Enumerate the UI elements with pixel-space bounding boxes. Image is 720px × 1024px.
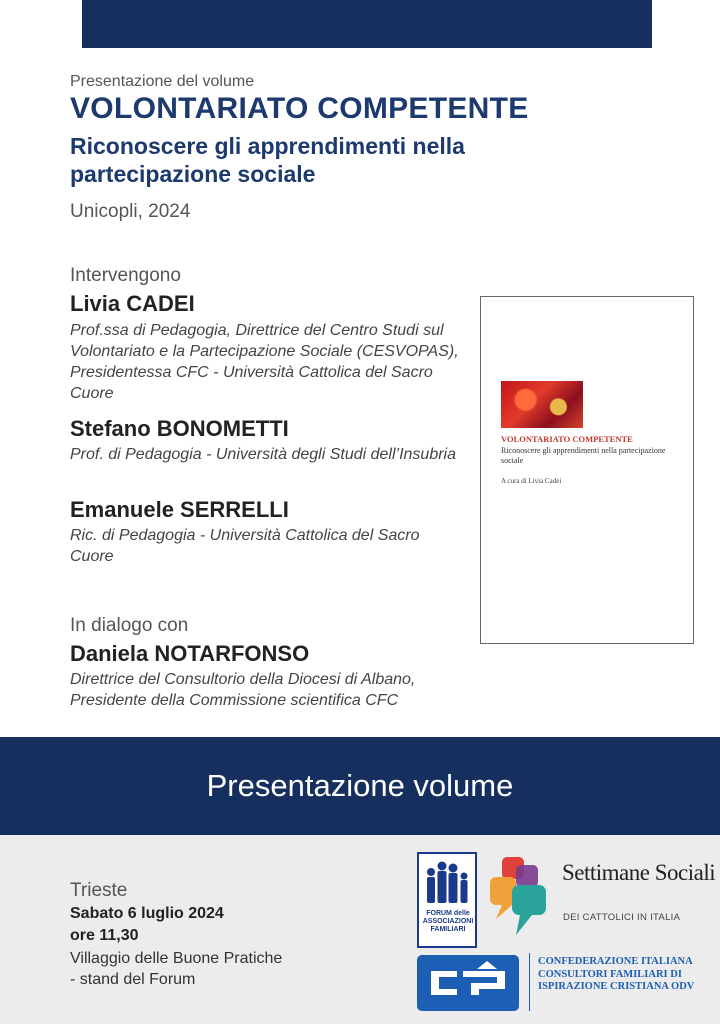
event-time: ore 11,30 [70,927,139,944]
cfc-logo-text: CONFEDERAZIONE ITALIANA CONSULTORI FAMILIARI DI ISPIRAZIONE CRISTIANA ODV [538,956,695,992]
banner-text: Presentazione volume [206,768,514,803]
event-venue: Villaggio delle Buone Pratiche - stand del Forum [70,950,283,988]
moderator-name: Daniela NOTARFONSO [70,641,310,666]
dialogue-label: In dialogo con [70,615,189,636]
book-title-heading: VOLONTARIATO COMPETENTE [70,92,529,125]
book-cover-curator: A cura di Livia Cadei [501,477,562,485]
event-city: Trieste [70,880,128,901]
speaker-name: Emanuele SERRELLI [70,497,289,522]
event-footer [0,835,720,1024]
forum-logo-text: FORUM delle ASSOCIAZIONI FAMILIARI [422,910,474,933]
speaker-name: Stefano BONOMETTI [70,416,289,441]
speaker-name: Livia CADEI [70,291,195,316]
book-cover-subtitle: Riconoscere gli apprendimenti nella partecipazione sociale [501,446,666,465]
speakers-label: Intervengono [70,265,181,286]
forum-associazioni-logo [417,852,477,948]
speaker-role: Prof. di Pedagogia - Università degli Studi dell’Insubria [70,446,456,463]
family-figures-icon [423,858,471,906]
presentation-kicker: Presentazione del volume [70,73,255,90]
moderator-role: Direttrice del Consultorio della Diocesi di Albano, Presidente della Commissione scientifica CFC [70,671,416,709]
book-cover-artwork [501,381,583,428]
publisher-line: Unicopli, 2024 [70,201,191,222]
presentation-banner [0,737,720,835]
settimane-sociali-tagline: DEI CATTOLICI IN ITALIA [563,912,681,923]
settimane-sociali-mark-icon [486,855,552,943]
top-accent-bar [82,0,652,48]
settimane-sociali-title: Settimane Sociali [562,860,716,885]
book-subtitle-heading: Riconoscere gli apprendimenti nella partecipazione sociale [70,133,465,187]
book-cover-title: VOLONTARIATO COMPETENTE [501,434,633,444]
book-cover [480,296,694,644]
cfc-divider [529,953,530,1011]
speaker-role: Ric. di Pedagogia - Università Cattolica del Sacro Cuore [70,527,420,565]
event-date: Sabato 6 luglio 2024 [70,905,224,922]
cfc-logo-icon [417,955,519,1011]
speaker-role: Prof.ssa di Pedagogia, Direttrice del Centro Studi sul Volontariato e la Partecipazione Sociale (CESVOPAS), Presidentessa CFC - Università Cattolica del Sacro Cuore [70,322,459,402]
